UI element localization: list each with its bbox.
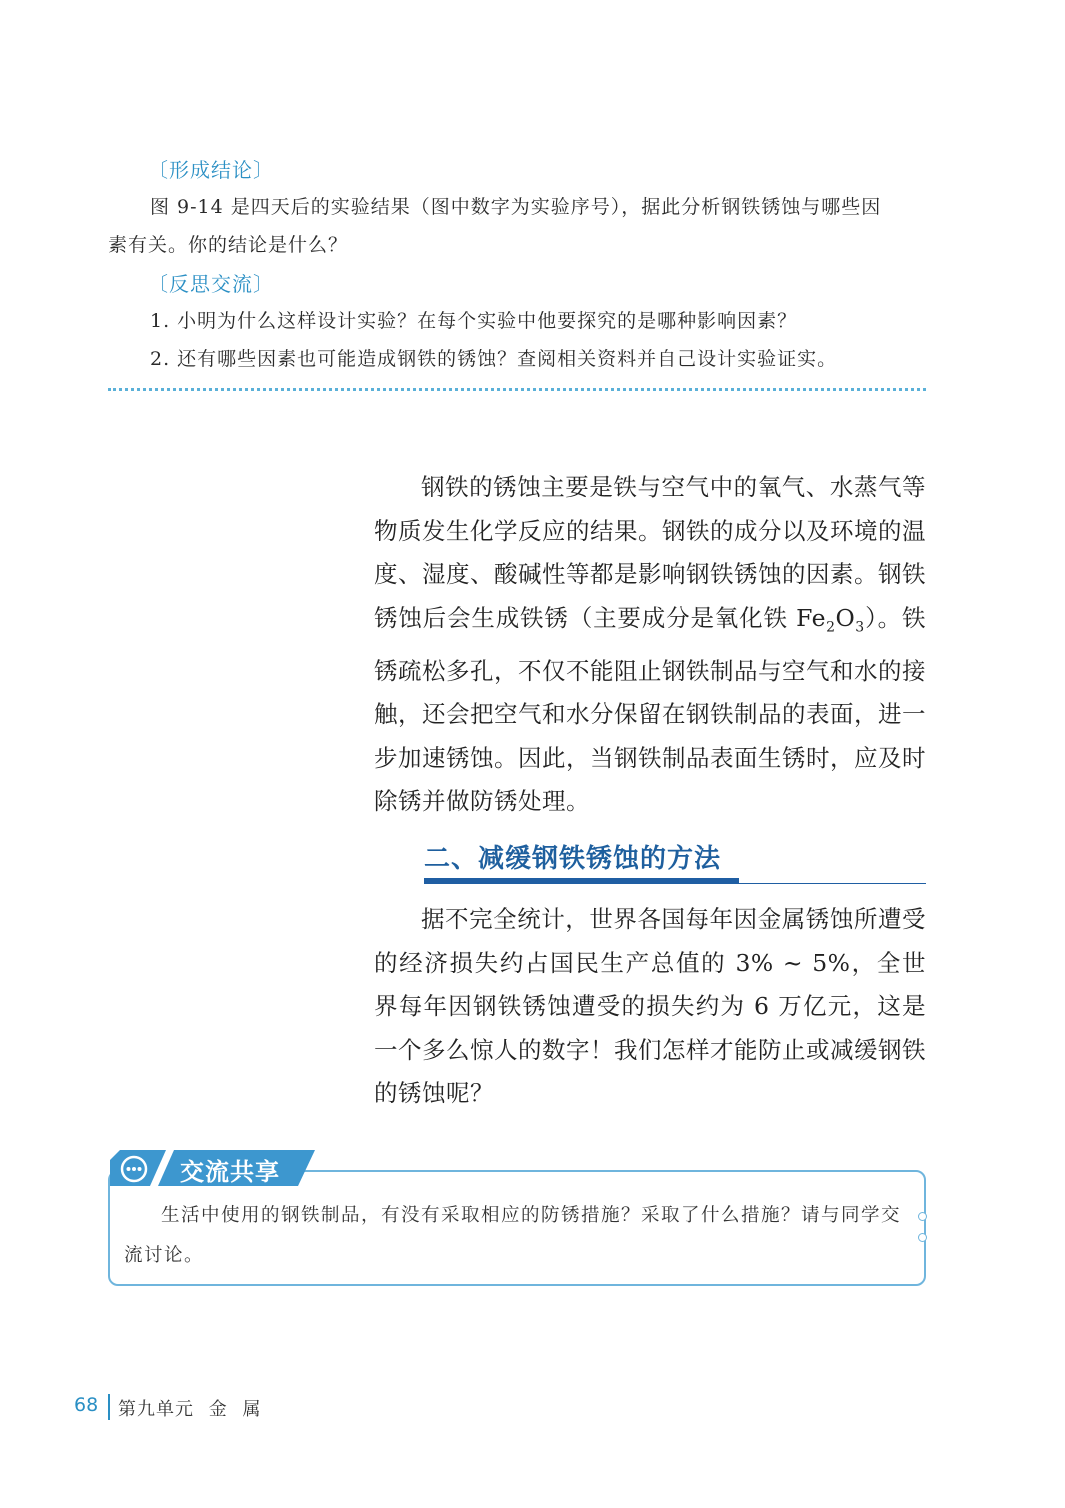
- conclusion-text-line1: 图 9-14 是四天后的实验结果（图中数字为实验序号），据此分析钢铁锈蚀与哪些因: [150, 196, 882, 218]
- conclusion-text-line2: 素有关。你的结论是什么？: [108, 234, 349, 256]
- paragraph-loss-text: 据不完全统计，世界各国每年因金属锈蚀所遭受的经济损失约占国民生产总值的 3% ~ 5%，全世界每年因钢铁锈蚀遭受的损失约为 6 万亿元，这是一个多么惊人的数字！我们怎样才能防止或减缓钢铁的锈蚀呢？: [374, 905, 926, 1107]
- share-title: 交流共享: [180, 1158, 280, 1186]
- unit-title: 第九单元 金 属: [118, 1399, 262, 1420]
- heading-underline-bar: [424, 878, 739, 884]
- section-label-reflection: 〔反思交流〕: [148, 272, 274, 296]
- oxygen-symbol: O: [835, 603, 856, 632]
- side-ring-bottom: [918, 1233, 927, 1242]
- paragraph-text-part1: 钢铁的锈蚀主要是铁与空气中的氧气、水蒸气等物质发生化学反应的结果。钢铁的成分以及环境的温度、湿度、酸碱性等都是影响钢铁锈蚀的因素。钢铁锈蚀后会生成铁锈（主要成分是氧化铁 Fe: [374, 473, 926, 632]
- section-heading: 二、减缓钢铁锈蚀的方法: [424, 844, 722, 874]
- reflection-item-2: 2. 还有哪些因素也可能造成钢铁的锈蚀？查阅相关资料并自己设计实验证实。: [150, 348, 838, 370]
- subscript-3: 3: [855, 619, 865, 636]
- main-paragraph-loss: [374, 898, 926, 1116]
- footer-separator: [108, 1394, 110, 1420]
- share-text: 生活中使用的钢铁制品，有没有采取相应的防锈措施？采取了什么措施？请与同学交流讨论。: [124, 1205, 902, 1266]
- section-label-conclusion: 〔形成结论〕: [148, 158, 274, 182]
- reflection-item-1: 1. 小明为什么这样设计实验？在每个实验中他要探究的是哪种影响因素？: [150, 310, 798, 332]
- heading-underline-rule: [739, 883, 926, 884]
- main-paragraph-rusting: [374, 466, 926, 824]
- side-ring-top: [918, 1212, 927, 1221]
- subscript-2: 2: [826, 619, 836, 636]
- paragraph-text-part2: ）。铁锈疏松多孔，不仅不能阻止钢铁制品与空气和水的接触，还会把空气和水分保留在钢铁制品的表面，进一步加速锈蚀。因此，当钢铁制品表面生锈时，应及时除锈并做防锈处理。: [374, 603, 926, 816]
- page-number: 68: [74, 1394, 99, 1416]
- dotted-divider: [108, 388, 926, 391]
